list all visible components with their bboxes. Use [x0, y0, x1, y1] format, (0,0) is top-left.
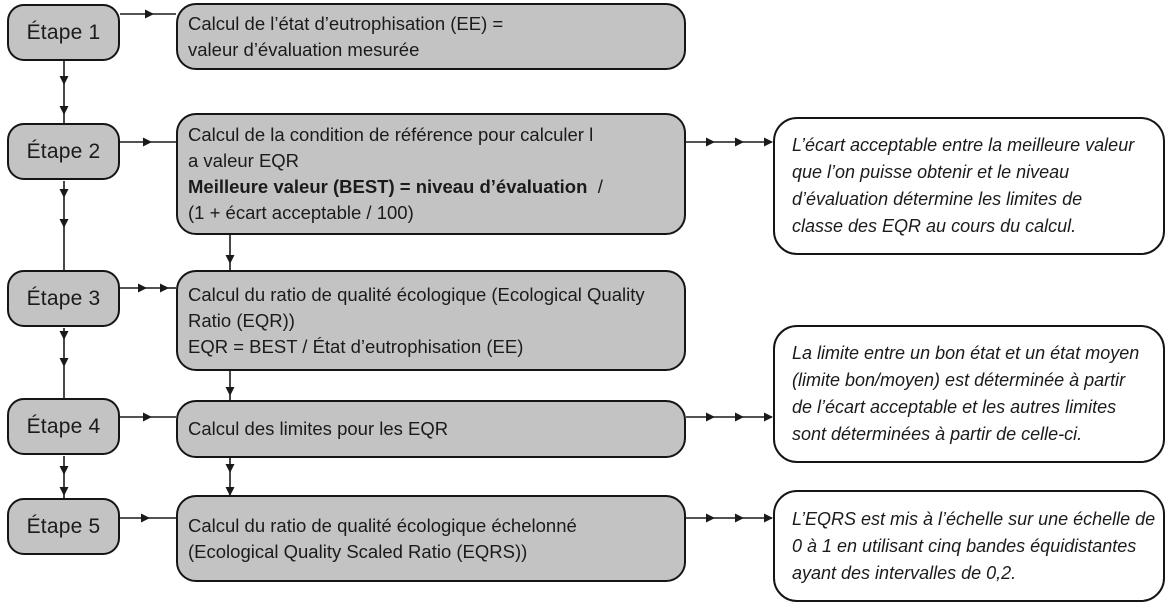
step-5-box — [7, 498, 120, 555]
process-box-3 — [176, 270, 686, 371]
process-box-2 — [176, 113, 686, 235]
text-line: que l’on puisse obtenir et le niveau — [792, 162, 1070, 182]
text-line: Ratio (EQR)) — [188, 309, 295, 331]
step-2-label: Étape 2 — [26, 139, 101, 163]
text-line: Calcul de la condition de référence pour calculer l — [188, 124, 594, 145]
text-line: sont déterminées à partir de celle-ci. — [792, 424, 1083, 444]
text-line: ayant des intervalles de 0,2. — [792, 562, 1017, 583]
note-box-3 — [773, 490, 1165, 602]
step-5-label: Étape 5 — [26, 514, 101, 538]
text-line: (limite bon/moyen) est déterminée à partir — [792, 370, 1126, 390]
step-2-box — [7, 123, 120, 180]
note-box-1 — [773, 117, 1165, 255]
text-line: Calcul des limites pour les EQR — [188, 418, 449, 439]
text-line: La limite entre un bon état et un état moyen — [792, 343, 1140, 363]
note-box-2 — [773, 325, 1165, 463]
text-line: L’EQRS est mis à l’échelle sur une échelle de — [792, 508, 1156, 529]
text-line: a valeur EQR — [188, 150, 300, 171]
text-line: classe des EQR au cours du calcul. — [792, 216, 1077, 236]
step-4-label: Étape 4 — [26, 414, 101, 438]
text-line: Calcul de l’état d’eutrophisation (EE) = — [188, 12, 504, 34]
formula-bold-text: Meilleure valeur (BEST) = niveau d’évaluation — [188, 176, 588, 197]
text-line: Calcul du ratio de qualité écologique échelonné — [188, 514, 577, 536]
process-box-5 — [176, 495, 686, 582]
text-line: (1 + écart acceptable / 100) — [188, 202, 414, 223]
step-3-label: Étape 3 — [26, 286, 101, 310]
text-line: 0 à 1 en utilisant cinq bandes équidistantes — [792, 535, 1137, 556]
text-line — [188, 174, 680, 200]
text-line: (Ecological Quality Scaled Ratio (EQRS)) — [188, 540, 528, 562]
text-line: L’écart acceptable entre la meilleure valeur — [792, 135, 1135, 155]
step-4-box — [7, 398, 120, 455]
text-line: EQR = BEST / État d’eutrophisation (EE) — [188, 335, 524, 357]
formula-tail-text: / — [587, 176, 603, 197]
process-box-1 — [176, 3, 686, 70]
text-line: de l’écart acceptable et les autres limites — [792, 397, 1117, 417]
step-1-box — [7, 4, 120, 61]
text-line: valeur d’évaluation mesurée — [188, 38, 420, 60]
text-line: d’évaluation détermine les limites de — [792, 189, 1083, 209]
step-3-box — [7, 270, 120, 327]
process-box-4 — [176, 400, 686, 458]
text-line: Calcul du ratio de qualité écologique (Ecological Quality — [188, 283, 645, 305]
step-1-label: Étape 1 — [26, 20, 101, 44]
